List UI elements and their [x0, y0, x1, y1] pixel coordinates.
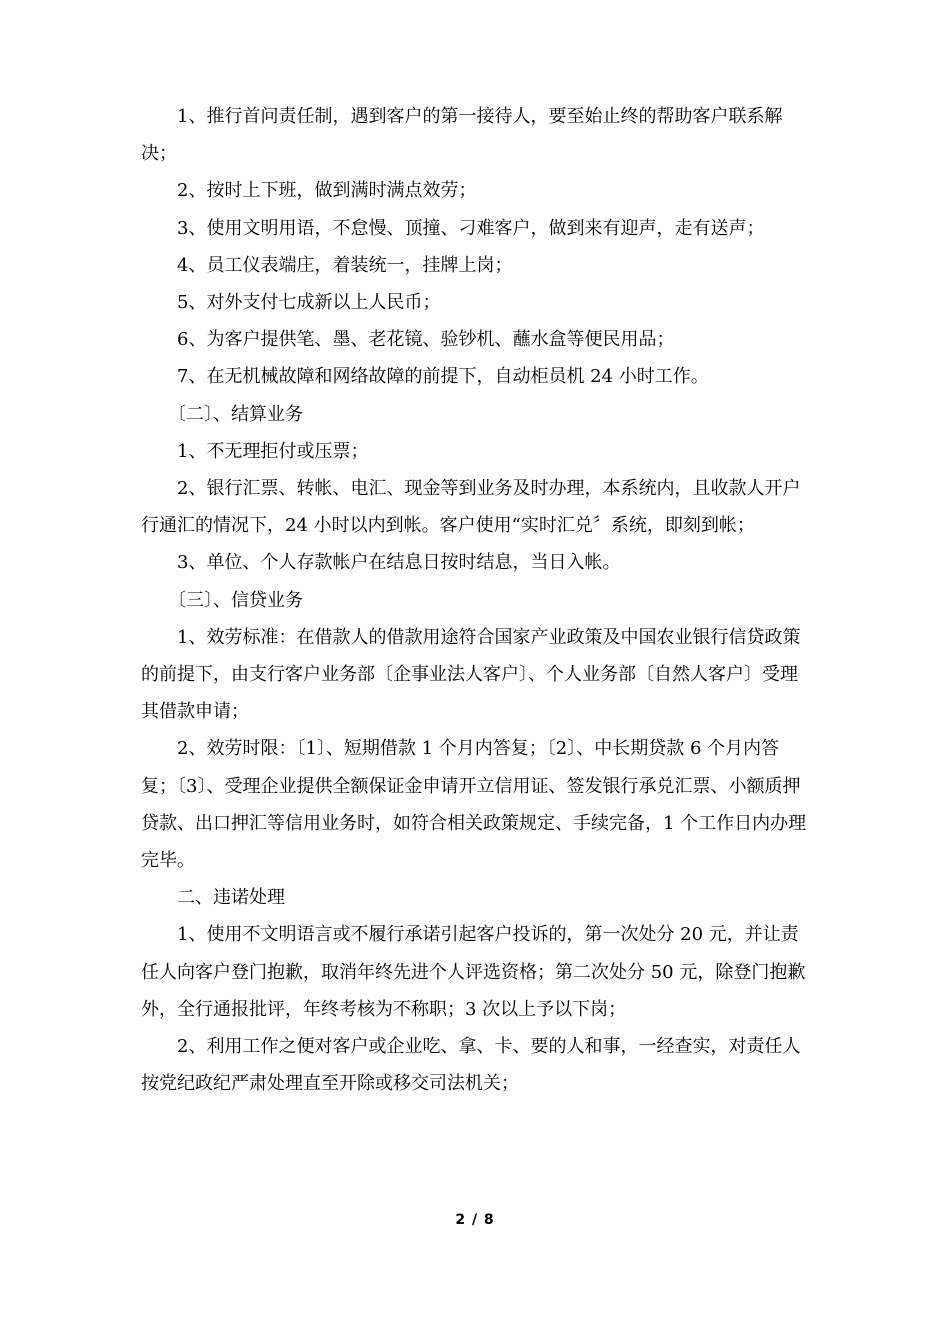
paragraph-9: 2、银行汇票、转帐、电汇、现金等到业务及时办理，本系统内，且收款人开户行通汇的情况下，24 小时以内到帐。客户使用“实时汇兑〞系统，即刻到帐； — [141, 478, 801, 537]
paragraph-14: 2、利用工作之便对客户或企业吃、拿、卡、要的人和事，一经查实，对责任人按党纪政纪严肃处理直至开除或移交司法机关； — [141, 1036, 801, 1095]
paragraph-4: 4、员工仪表端庄，着装统一，挂牌上岗； — [177, 254, 513, 276]
document-body — [141, 98, 811, 1102]
paragraph-5: 5、对外支付七成新以上人民币； — [177, 292, 441, 314]
section-heading-settlement: 〔二〕、结算业务 — [168, 403, 303, 425]
section-heading-credit: 〔三〕、信贷业务 — [168, 589, 303, 611]
section-heading-violations: 二、违诺处理 — [177, 887, 285, 909]
paragraph-7: 7、在无机械故障和网络故障的前提下，自动柜员机 24 小时工作。 — [177, 366, 709, 388]
paragraph-8: 1、不无理拒付或压票； — [177, 440, 369, 462]
paragraph-1: 1、推行首问责任制，遇到客户的第一接待人，要至始止终的帮助客户联系解决； — [141, 106, 783, 165]
paragraph-11: 1、效劳标准：在借款人的借款用途符合国家产业政策及中国农业银行信贷政策的前提下，由支行客户业务部〔企事业法人客户〕、个人业务部〔自然人客户〕受理其借款申请； — [141, 626, 801, 723]
paragraph-6: 6、为客户提供笔、墨、老花镜、验钞机、蘸水盒等便民用品； — [177, 329, 675, 351]
page-number: 2 / 8 — [455, 1212, 495, 1228]
paragraph-12: 2、效劳时限：〔1〕、短期借款 1 个月内答复；〔2〕、中长期贷款 6 个月内答复；〔3〕、受理企业提供全额保证金申请开立信用证、签发银行承兑汇票、小额质押贷款、出口押汇等信用业务时，如符合相关政策规定、手续完备，1 个工作日内办理完毕。 — [141, 738, 807, 872]
paragraph-3: 3、使用文明用语，不怠慢、顶撞、刁难客户，做到来有迎声，走有送声； — [177, 217, 765, 239]
paragraph-2: 2、按时上下班，做到满时满点效劳； — [177, 180, 477, 202]
paragraph-10: 3、单位、个人存款帐户在结息日按时结息，当日入帐。 — [177, 552, 621, 574]
paragraph-13: 1、使用不文明语言或不履行承诺引起客户投诉的，第一次处分 20 元，并让责任人向客户登门抱歉，取消年终先进个人评选资格；第二次处分 50 元，除登门抱歉外，全行通报批评，年终考核为不称职；3 次以上予以下岗； — [141, 924, 806, 1020]
